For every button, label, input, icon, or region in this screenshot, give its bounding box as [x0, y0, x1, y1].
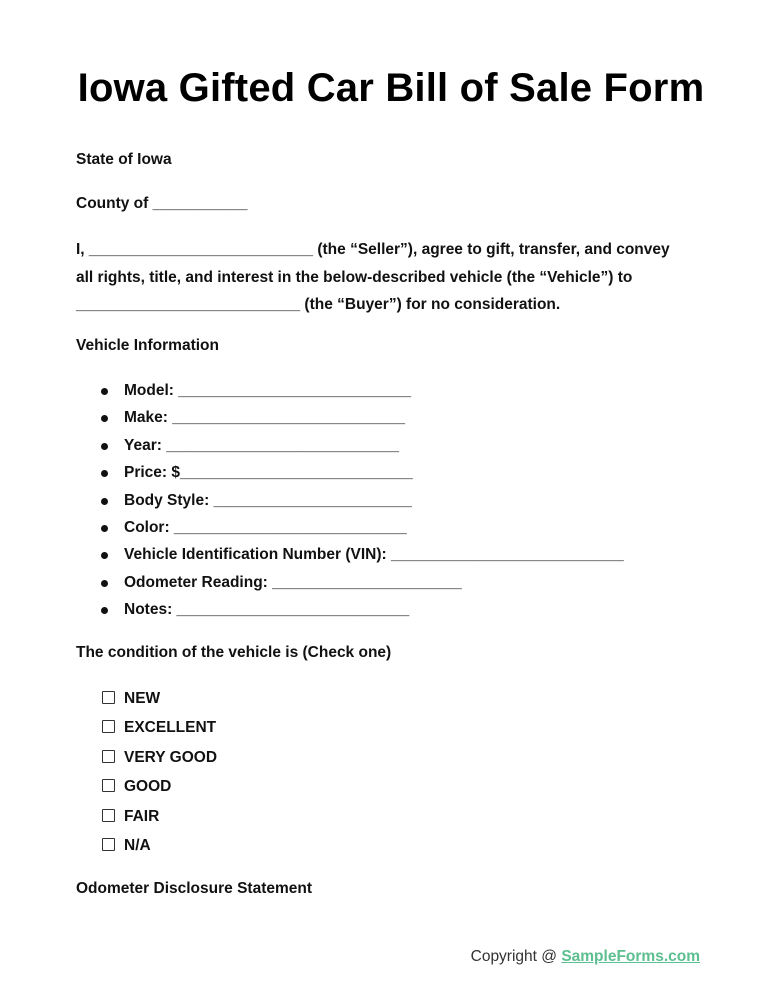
list-item: Make: ___________________________	[76, 404, 624, 431]
page-title: Iowa Gifted Car Bill of Sale Form	[77, 66, 705, 110]
copyright-footer	[471, 948, 700, 966]
condition-option[interactable]: N/A	[102, 831, 217, 860]
condition-heading: The condition of the vehicle is (Check one)	[76, 644, 392, 661]
vehicle-info-list	[76, 377, 624, 624]
bullet-icon	[101, 552, 108, 559]
bullet-icon	[101, 470, 108, 477]
bullet-icon	[101, 525, 108, 532]
bullet-icon	[101, 607, 108, 614]
condition-option[interactable]: GOOD	[102, 772, 217, 801]
intro-line-1: I, __________________________ (the “Seller”), agree to gift, transfer, and convey	[76, 241, 670, 258]
list-item: Body Style: _______________________	[76, 487, 624, 514]
checkbox-icon[interactable]	[102, 779, 115, 792]
list-item: Model: ___________________________	[76, 377, 624, 404]
list-item: Year: ___________________________	[76, 432, 624, 459]
odometer-heading: Odometer Disclosure Statement	[76, 880, 313, 897]
condition-option[interactable]: FAIR	[102, 802, 217, 831]
list-item: Notes: ___________________________	[76, 596, 624, 623]
checkbox-icon[interactable]	[102, 750, 115, 763]
bullet-icon	[101, 498, 108, 505]
condition-option[interactable]: VERY GOOD	[102, 743, 217, 772]
vehicle-info-heading: Vehicle Information	[76, 337, 219, 354]
list-item: Vehicle Identification Number (VIN): ___________________________	[76, 541, 624, 568]
condition-option[interactable]: NEW	[102, 684, 217, 713]
condition-checklist	[102, 684, 217, 860]
copyright-prefix: Copyright @	[470, 948, 562, 965]
bullet-icon	[101, 443, 108, 450]
checkbox-icon[interactable]	[102, 720, 115, 733]
brand-link[interactable]: SampleForms.com	[561, 948, 700, 965]
bullet-icon	[101, 415, 108, 422]
checkbox-icon[interactable]	[102, 691, 115, 704]
checkbox-icon[interactable]	[102, 809, 115, 822]
intro-line-3: __________________________ (the “Buyer”) for no consideration.	[76, 296, 561, 313]
intro-line-2: all rights, title, and interest in the below-described vehicle (the “Vehicle”) to	[76, 268, 633, 286]
list-item: Color: ___________________________	[76, 514, 624, 541]
bullet-icon	[101, 388, 108, 395]
condition-option[interactable]: EXCELLENT	[102, 713, 217, 742]
intro-paragraph	[76, 236, 716, 319]
bullet-icon	[101, 580, 108, 587]
checkbox-icon[interactable]	[102, 838, 115, 851]
list-item: Odometer Reading: ______________________	[76, 569, 624, 596]
list-item: Price: $___________________________	[76, 459, 624, 486]
county-line: County of ___________	[76, 195, 248, 212]
state-line: State of Iowa	[76, 151, 172, 168]
